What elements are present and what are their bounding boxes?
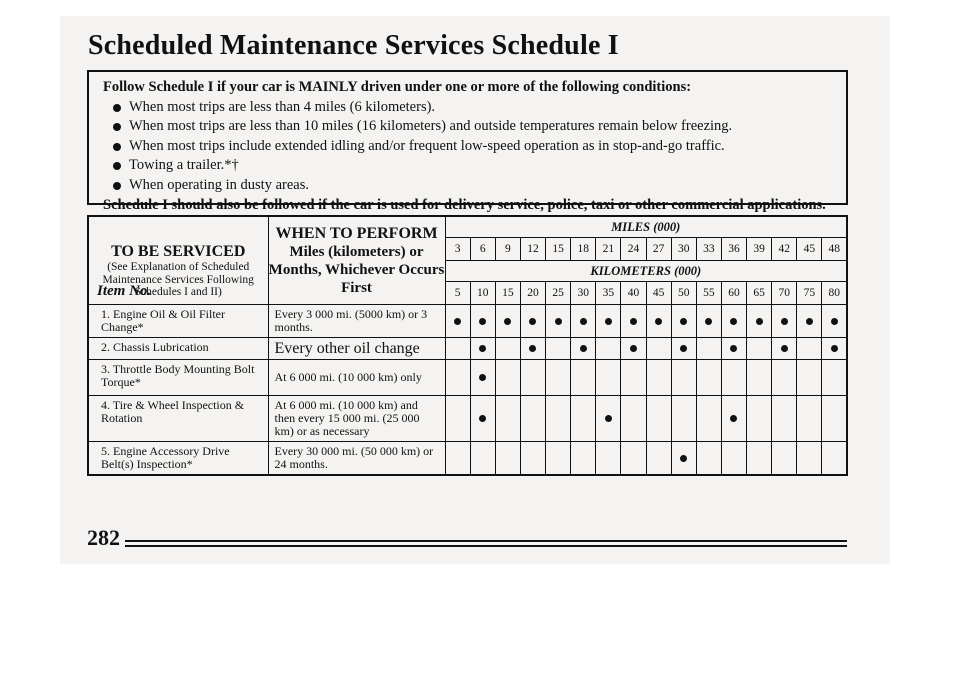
kilometers-label: KILOMETERS (000) — [445, 261, 847, 282]
interval-cell — [671, 396, 696, 442]
interval-cell — [621, 305, 646, 338]
service-due-dot — [730, 345, 737, 352]
condition-item: When most trips are less than 10 miles (16 kilometers) and outside temperatures remain below freezing. — [111, 117, 846, 137]
footer-rule-2 — [125, 545, 847, 547]
miles-interval: 45 — [797, 238, 822, 261]
maintenance-table — [87, 215, 848, 476]
service-item: 2. Chassis Lubrication — [88, 338, 268, 360]
interval-cell — [571, 338, 596, 360]
interval-cell — [646, 442, 671, 476]
service-due-dot — [479, 374, 486, 381]
interval-cell — [546, 360, 571, 396]
interval-cell — [495, 396, 520, 442]
conditions-list — [103, 98, 846, 196]
when-to-perform: At 6 000 mi. (10 000 km) and then every 15 000 mi. (25 000 km) or as necessary — [268, 396, 445, 442]
km-interval: 75 — [797, 282, 822, 305]
interval-cell — [520, 396, 545, 442]
interval-cell — [621, 338, 646, 360]
km-interval: 50 — [671, 282, 696, 305]
interval-cell — [621, 396, 646, 442]
interval-cell — [596, 338, 621, 360]
interval-cell — [797, 442, 822, 476]
miles-interval: 30 — [671, 238, 696, 261]
item-no-label: Item No. — [97, 283, 152, 299]
to-be-serviced-note: (See Explanation of Scheduled Maintenance Services Following Schedules I and II) — [102, 261, 254, 298]
interval-cell — [671, 305, 696, 338]
interval-cell — [646, 338, 671, 360]
interval-cell — [747, 442, 772, 476]
miles-interval: 42 — [772, 238, 797, 261]
when-to-perform: Every 30 000 mi. (50 000 km) or 24 months. — [268, 442, 445, 476]
service-due-dot — [529, 345, 536, 352]
interval-cell — [696, 305, 721, 338]
interval-cell — [721, 442, 746, 476]
interval-cell — [470, 396, 495, 442]
service-due-dot — [580, 318, 587, 325]
service-due-dot — [555, 318, 562, 325]
interval-cell — [546, 305, 571, 338]
interval-cell — [445, 396, 470, 442]
interval-cell — [596, 360, 621, 396]
miles-label: MILES (000) — [445, 216, 847, 238]
service-due-dot — [605, 415, 612, 422]
when-to-perform-title: WHEN TO PERFORM — [275, 224, 438, 242]
miles-interval: 48 — [822, 238, 847, 261]
footer-rule — [125, 540, 847, 542]
interval-cell — [772, 338, 797, 360]
interval-cell — [470, 442, 495, 476]
service-due-dot — [781, 345, 788, 352]
service-due-dot — [580, 345, 587, 352]
service-due-dot — [730, 318, 737, 325]
service-due-dot — [655, 318, 662, 325]
service-due-dot — [680, 345, 687, 352]
interval-cell — [596, 305, 621, 338]
interval-cell — [546, 338, 571, 360]
interval-cell — [721, 360, 746, 396]
interval-cell — [571, 442, 596, 476]
service-due-dot — [630, 345, 637, 352]
service-due-dot — [479, 345, 486, 352]
interval-cell — [822, 396, 847, 442]
interval-cell — [470, 305, 495, 338]
interval-cell — [747, 338, 772, 360]
interval-cell — [696, 442, 721, 476]
interval-cell — [646, 396, 671, 442]
table-row — [88, 396, 847, 442]
conditions-box — [87, 70, 848, 213]
service-due-dot — [705, 318, 712, 325]
service-item: 1. Engine Oil & Oil Filter Change* — [88, 305, 268, 338]
condition-item: When most trips include extended idling and/or frequent low-speed operation as in stop-and-go traffic. — [111, 137, 846, 157]
table-row — [88, 442, 847, 476]
miles-interval: 24 — [621, 238, 646, 261]
interval-cell — [546, 442, 571, 476]
interval-cell — [822, 360, 847, 396]
km-interval: 45 — [646, 282, 671, 305]
interval-cell — [520, 442, 545, 476]
interval-cell — [772, 442, 797, 476]
km-interval: 55 — [696, 282, 721, 305]
interval-cell — [546, 396, 571, 442]
km-interval: 10 — [470, 282, 495, 305]
interval-cell — [696, 338, 721, 360]
interval-cell — [520, 305, 545, 338]
interval-cell — [520, 338, 545, 360]
km-interval: 70 — [772, 282, 797, 305]
interval-cell — [571, 396, 596, 442]
miles-interval: 36 — [721, 238, 746, 261]
miles-interval: 21 — [596, 238, 621, 261]
km-interval: 40 — [621, 282, 646, 305]
interval-cell — [646, 360, 671, 396]
interval-cell — [520, 360, 545, 396]
page-title: Scheduled Maintenance Services Schedule I — [88, 30, 619, 61]
interval-cell — [445, 305, 470, 338]
interval-cell — [797, 396, 822, 442]
interval-cell — [621, 442, 646, 476]
km-interval: 5 — [445, 282, 470, 305]
km-interval: 30 — [571, 282, 596, 305]
km-interval: 35 — [596, 282, 621, 305]
miles-interval: 9 — [495, 238, 520, 261]
to-be-serviced-title: TO BE SERVICED — [111, 243, 246, 260]
interval-cell — [671, 338, 696, 360]
service-due-dot — [730, 415, 737, 422]
interval-cell — [445, 442, 470, 476]
interval-cell — [671, 360, 696, 396]
interval-cell — [696, 396, 721, 442]
interval-cell — [747, 396, 772, 442]
interval-cell — [445, 338, 470, 360]
service-due-dot — [831, 318, 838, 325]
interval-cell — [772, 396, 797, 442]
interval-cell — [822, 338, 847, 360]
interval-cell — [571, 360, 596, 396]
service-due-dot — [605, 318, 612, 325]
km-interval: 60 — [721, 282, 746, 305]
table-row — [88, 305, 847, 338]
miles-interval: 15 — [546, 238, 571, 261]
conditions-heading: Follow Schedule I if your car is MAINLY driven under one or more of the following conditions: — [103, 79, 692, 95]
service-due-dot — [479, 415, 486, 422]
service-due-dot — [756, 318, 763, 325]
interval-cell — [797, 338, 822, 360]
interval-cell — [822, 442, 847, 476]
interval-cell — [646, 305, 671, 338]
interval-cell — [721, 338, 746, 360]
service-due-dot — [479, 318, 486, 325]
to-be-serviced-header — [88, 216, 268, 305]
miles-interval: 18 — [571, 238, 596, 261]
service-due-dot — [831, 345, 838, 352]
interval-cell — [721, 305, 746, 338]
conditions-footer: Schedule I should also be followed if the car is used for delivery service, police, taxi or other commercial applications. — [103, 197, 826, 213]
interval-cell — [671, 442, 696, 476]
service-item: 5. Engine Accessory Drive Belt(s) Inspection* — [88, 442, 268, 476]
interval-cell — [596, 442, 621, 476]
interval-cell — [696, 360, 721, 396]
km-interval: 20 — [520, 282, 545, 305]
interval-cell — [571, 305, 596, 338]
miles-interval: 6 — [470, 238, 495, 261]
miles-interval: 27 — [646, 238, 671, 261]
when-to-perform-header — [268, 216, 445, 305]
when-to-perform-sub: Miles (kilometers) or Months, Whichever Occurs First — [268, 243, 445, 296]
interval-cell — [747, 305, 772, 338]
km-interval: 15 — [495, 282, 520, 305]
interval-cell — [470, 360, 495, 396]
service-due-dot — [781, 318, 788, 325]
interval-cell — [621, 360, 646, 396]
interval-cell — [772, 305, 797, 338]
service-due-dot — [529, 318, 536, 325]
page-number: 282 — [87, 525, 120, 550]
condition-item: When operating in dusty areas. — [111, 176, 846, 196]
interval-cell — [772, 360, 797, 396]
service-item: 4. Tire & Wheel Inspection & Rotation — [88, 396, 268, 442]
when-to-perform: At 6 000 mi. (10 000 km) only — [268, 360, 445, 396]
interval-cell — [797, 360, 822, 396]
interval-cell — [470, 338, 495, 360]
interval-cell — [747, 360, 772, 396]
interval-cell — [495, 360, 520, 396]
when-to-perform: Every other oil change — [268, 338, 445, 360]
interval-cell — [495, 338, 520, 360]
condition-item: Towing a trailer.*† — [111, 156, 846, 176]
service-due-dot — [630, 318, 637, 325]
km-interval: 25 — [546, 282, 571, 305]
interval-cell — [721, 396, 746, 442]
km-interval: 80 — [822, 282, 847, 305]
service-due-dot — [504, 318, 511, 325]
service-due-dot — [806, 318, 813, 325]
interval-cell — [822, 305, 847, 338]
table-row — [88, 360, 847, 396]
table-row — [88, 338, 847, 360]
miles-interval: 39 — [747, 238, 772, 261]
km-interval: 65 — [747, 282, 772, 305]
when-to-perform: Every 3 000 mi. (5000 km) or 3 months. — [268, 305, 445, 338]
interval-cell — [596, 396, 621, 442]
interval-cell — [495, 442, 520, 476]
service-due-dot — [680, 318, 687, 325]
interval-cell — [445, 360, 470, 396]
miles-interval: 3 — [445, 238, 470, 261]
miles-interval: 12 — [520, 238, 545, 261]
interval-cell — [797, 305, 822, 338]
service-due-dot — [680, 455, 687, 462]
condition-item: When most trips are less than 4 miles (6 kilometers). — [111, 98, 846, 118]
service-due-dot — [454, 318, 461, 325]
miles-interval: 33 — [696, 238, 721, 261]
interval-cell — [495, 305, 520, 338]
service-item: 3. Throttle Body Mounting Bolt Torque* — [88, 360, 268, 396]
